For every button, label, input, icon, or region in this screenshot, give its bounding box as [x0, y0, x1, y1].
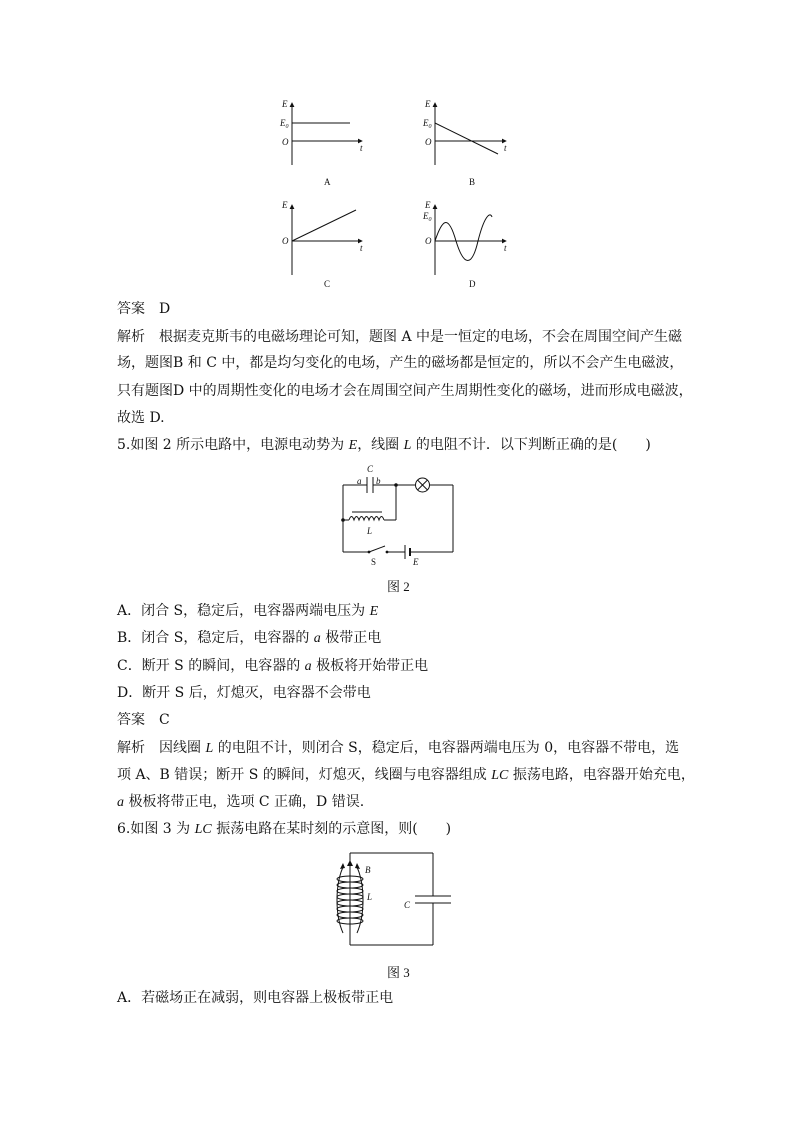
q4-analysis-line: 故选 D.	[117, 410, 165, 426]
svg-text:E: E	[282, 99, 288, 109]
svg-text:a: a	[357, 476, 362, 486]
analysis-label: 解析	[117, 329, 145, 345]
svg-text:O: O	[282, 236, 289, 246]
q6-option-a: A．若磁场正在减弱，则电容器上极板带正电	[117, 990, 394, 1006]
arrow-up-icon	[340, 863, 345, 869]
graph-d-label: D	[469, 279, 476, 289]
graph-b-curve	[435, 123, 498, 154]
graph-c-label: C	[324, 279, 331, 289]
q5-option-b: B．闭合 S，稳定后，电容器的 a 极带正电	[117, 630, 382, 646]
switch-icon	[369, 546, 385, 552]
svg-text:B: B	[365, 865, 371, 875]
svg-text:L: L	[367, 892, 373, 902]
answer-label: 答案	[117, 712, 145, 728]
figure-2-circuit	[335, 460, 465, 570]
svg-text:C: C	[367, 464, 374, 474]
figure-3-circuit	[325, 845, 465, 955]
arrow-up-icon	[347, 860, 353, 866]
q5-answer	[117, 710, 170, 730]
svg-text:E0: $E_0$	[423, 211, 432, 223]
svg-text:b: b	[376, 476, 381, 486]
q5-option-d: D．断开 S 后，灯熄灭，电容器不会带电	[117, 685, 371, 701]
graph-b-label: B	[469, 177, 476, 187]
graphs-figure	[270, 95, 530, 295]
svg-text:E: E	[413, 557, 419, 567]
q5-option-c: C．断开 S 的瞬间，电容器的 a 极板将开始带正电	[117, 658, 429, 674]
svg-text:E0: $E_0$	[280, 118, 289, 130]
svg-text:t: t	[360, 143, 363, 153]
figure-3-caption: 图 3	[387, 965, 410, 980]
svg-text:E0: $E_0$	[423, 118, 432, 130]
svg-text:O: O	[425, 236, 432, 246]
answer-value: D	[159, 301, 171, 317]
svg-text:O: O	[282, 137, 289, 147]
q5-option-a: A．闭合 S，稳定后，电容器两端电压为 E	[117, 603, 379, 619]
q5-analysis-line: 解析 因线圈 L 的电阻不计，则闭合 S，稳定后，电容器两端电压为 0，电容器不带电，选	[117, 740, 680, 756]
svg-text:t: t	[504, 143, 507, 153]
graph-c-curve	[292, 210, 356, 241]
q5-analysis-line: 项 A、B 错误；断开 S 的瞬间，灯熄灭，线圈与电容器组成 LC 振荡电路，电容器开始充电，	[117, 767, 695, 783]
inductor-coil-icon	[349, 517, 384, 521]
graph-d-curve	[435, 215, 492, 261]
svg-text:E: E	[425, 200, 431, 210]
q4-answer	[117, 299, 170, 319]
svg-text:S: S	[371, 557, 377, 567]
graph-a-label: A	[324, 177, 331, 187]
q4-analysis-line: 只有题图D 中的周期性变化的电场才会在周围空间产生周期性变化的磁场，进而形成电磁波，	[117, 383, 693, 399]
svg-text:E: E	[425, 99, 431, 109]
svg-text:L: L	[367, 526, 373, 536]
figure-2-caption: 图 2	[387, 579, 410, 594]
svg-text:C: C	[404, 900, 411, 910]
svg-text:t: t	[360, 243, 363, 253]
q6-stem: 6.如图 3 为 LC 振荡电路在某时刻的示意图，则( )	[117, 821, 452, 837]
q4-analysis-line: 解析 根据麦克斯韦的电磁场理论可知，题图 A 中是一恒定的电场，不会在周围空间产生磁	[117, 329, 683, 345]
q5-stem: 5.如图 2 所示电路中，电源电动势为 E，线圈 L 的电阻不计．以下判断正确的是( )	[117, 437, 651, 453]
q4-analysis-line: 场，题图B 和 C 中，都是均匀变化的电场，产生的磁场都是恒定的，所以不会产生电磁波，	[117, 355, 684, 371]
answer-value: C	[159, 712, 170, 728]
svg-text:t: t	[504, 243, 507, 253]
analysis-label: 解析	[117, 740, 145, 756]
answer-label: 答案	[117, 301, 145, 317]
q5-analysis-line: a 极板将带正电，选项 C 正确，D 错误.	[117, 794, 365, 810]
svg-text:O: O	[425, 137, 432, 147]
arrow-up-icon	[355, 863, 360, 869]
svg-text:E: E	[282, 200, 288, 210]
